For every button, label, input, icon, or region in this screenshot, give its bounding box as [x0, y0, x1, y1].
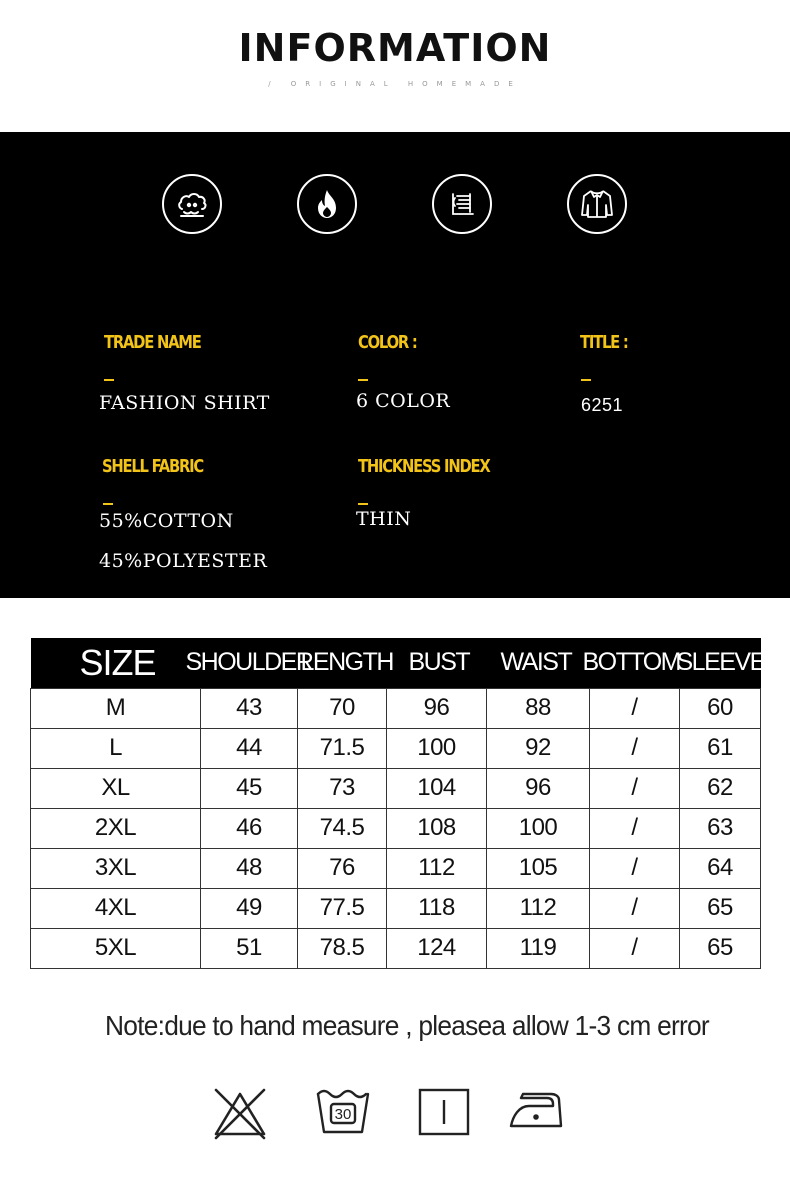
table-cell: 112	[487, 888, 590, 928]
table-cell: 64	[680, 848, 761, 888]
thickness-dash	[358, 503, 368, 505]
shell-fabric-dash	[103, 503, 113, 505]
table-cell: 46	[201, 808, 298, 848]
header-sleeve	[676, 638, 765, 688]
table-cell: 65	[680, 928, 761, 968]
thickness-value: THIN	[356, 508, 412, 530]
header-bust	[387, 638, 487, 688]
table-cell: /	[590, 848, 680, 888]
table-cell: 73	[298, 768, 387, 808]
table-cell: 78.5	[298, 928, 387, 968]
page-title: INFORMATION	[238, 26, 552, 70]
table-cell: 4XL	[31, 888, 201, 928]
fabric-layers-icon	[432, 174, 492, 234]
header-bottom	[582, 638, 680, 688]
trade-name-label: TRADE NAME	[104, 332, 201, 353]
no-bleach-icon	[210, 1086, 270, 1142]
flame-icon	[297, 174, 357, 234]
table-cell: 5XL	[31, 928, 201, 968]
wash-30-icon	[314, 1086, 372, 1138]
table-cell: 63	[680, 808, 761, 848]
breathable-icon	[162, 174, 222, 234]
table-row	[31, 808, 761, 848]
table-cell: 2XL	[31, 808, 201, 848]
table-cell: 118	[387, 888, 487, 928]
table-cell: /	[590, 928, 680, 968]
table-cell: 70	[298, 688, 387, 728]
page-header	[0, 0, 790, 132]
shell-fabric-label: SHELL FABRIC	[102, 456, 204, 477]
header-sleeve-label: SLEEVE	[676, 648, 765, 677]
size-table-header-row	[31, 638, 761, 688]
header-size: SIZE	[31, 638, 201, 688]
thickness-label: THICKNESS INDEX	[358, 456, 490, 477]
line-dry-icon	[416, 1086, 472, 1138]
table-cell: 119	[487, 928, 590, 968]
table-cell: /	[590, 808, 680, 848]
header-waist-label: WAIST	[500, 648, 572, 677]
shell-fabric-value-2: 45%POLYESTER	[99, 550, 268, 572]
header-shoulder	[185, 638, 313, 688]
table-cell: 77.5	[298, 888, 387, 928]
product-info-panel	[0, 132, 790, 598]
table-row	[31, 848, 761, 888]
table-cell: 45	[201, 768, 298, 808]
table-cell: 62	[680, 768, 761, 808]
table-cell: 71.5	[298, 728, 387, 768]
table-cell: /	[590, 728, 680, 768]
table-cell: 48	[201, 848, 298, 888]
trade-name-value: FASHION SHIRT	[99, 392, 270, 414]
table-cell: M	[31, 688, 201, 728]
table-cell: 104	[387, 768, 487, 808]
color-dash	[358, 379, 368, 381]
page-subtitle: / ORIGINAL HOMEMADE	[268, 80, 522, 88]
table-cell: 96	[487, 768, 590, 808]
jacket-icon	[567, 174, 627, 234]
header-bust-label: BUST	[408, 648, 470, 677]
table-cell: 105	[487, 848, 590, 888]
table-cell: 76	[298, 848, 387, 888]
table-cell: 112	[387, 848, 487, 888]
trade-name-dash	[104, 379, 114, 381]
title-label: TITLE :	[580, 332, 628, 353]
table-cell: /	[590, 768, 680, 808]
table-cell: 108	[387, 808, 487, 848]
color-value: 6 COLOR	[356, 390, 451, 412]
table-cell: 60	[680, 688, 761, 728]
title-dash	[581, 379, 591, 381]
table-cell: 92	[487, 728, 590, 768]
table-cell: 100	[487, 808, 590, 848]
color-label: COLOR :	[358, 332, 417, 353]
table-cell: 43	[201, 688, 298, 728]
table-row	[31, 768, 761, 808]
shell-fabric-value-1: 55%COTTON	[99, 510, 234, 532]
table-row	[31, 888, 761, 928]
table-cell: 3XL	[31, 848, 201, 888]
table-row	[31, 688, 761, 728]
table-cell: 88	[487, 688, 590, 728]
table-cell: /	[590, 888, 680, 928]
table-cell: 96	[387, 688, 487, 728]
header-shoulder-label: SHOULDER	[185, 648, 313, 677]
table-cell: /	[590, 688, 680, 728]
header-length	[298, 638, 393, 688]
table-cell: 44	[201, 728, 298, 768]
table-cell: 74.5	[298, 808, 387, 848]
title-value: 6251	[581, 395, 624, 415]
table-cell: 124	[387, 928, 487, 968]
table-cell: 49	[201, 888, 298, 928]
table-cell: XL	[31, 768, 201, 808]
table-row	[31, 728, 761, 768]
header-length-label: LENGTH	[300, 648, 393, 677]
wash-temperature-label: 30	[334, 1106, 352, 1123]
measurement-note: Note:due to hand measure , pleasea allow 1-3 cm error	[105, 1010, 709, 1041]
table-cell: 100	[387, 728, 487, 768]
table-row	[31, 928, 761, 968]
iron-low-icon	[507, 1086, 565, 1134]
table-cell: 65	[680, 888, 761, 928]
size-chart-table	[30, 638, 765, 969]
header-waist	[487, 638, 590, 688]
table-cell: 61	[680, 728, 761, 768]
header-bottom-label: BOTTOM	[582, 648, 680, 677]
table-cell: L	[31, 728, 201, 768]
table-cell: 51	[201, 928, 298, 968]
